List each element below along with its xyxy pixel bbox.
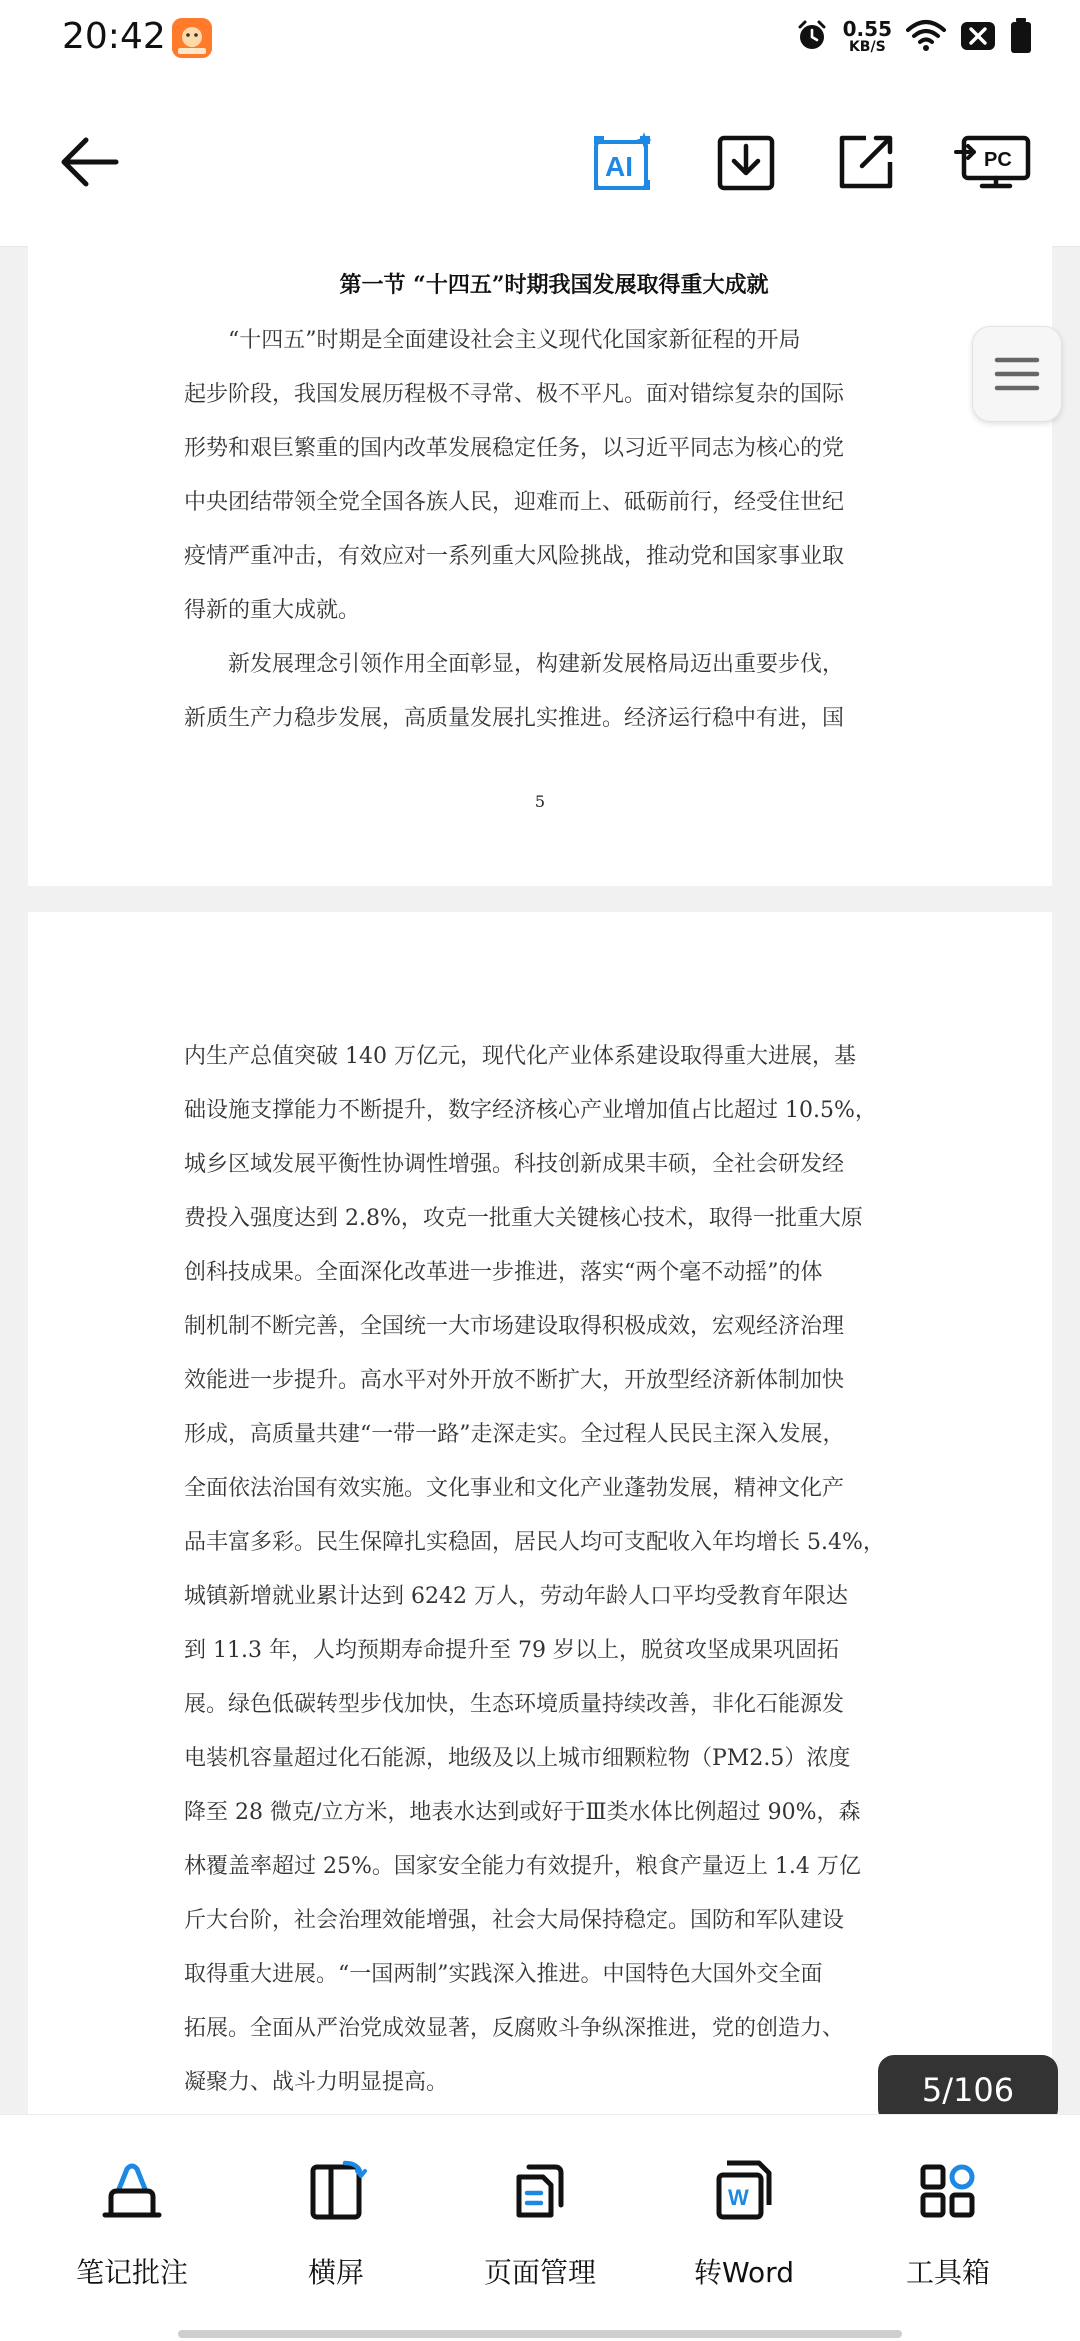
- word-icon: [713, 2159, 775, 2221]
- page-number: 5: [534, 792, 546, 811]
- ai-icon: [590, 130, 654, 194]
- landscape-button[interactable]: [246, 2155, 426, 2291]
- toolbox-icon: [917, 2159, 979, 2221]
- ai-label: AI: [605, 151, 633, 182]
- top-toolbar: [0, 80, 1080, 247]
- convert-word-label: 转Word: [694, 2256, 794, 2289]
- svg-text:W: W: [728, 2185, 749, 2210]
- net-speed-unit: KB/S: [848, 39, 886, 55]
- text-line: 新发展理念引领作用全面彰显，构建新发展格局迈出重要步伐，: [228, 652, 845, 677]
- menu-icon: [993, 354, 1041, 394]
- bottom-toolbar: [0, 2114, 1080, 2341]
- pages-icon: [509, 2159, 571, 2221]
- annotate-button[interactable]: [42, 2155, 222, 2291]
- page-management-label: 页面管理: [483, 2256, 596, 2289]
- floating-menu-button[interactable]: [972, 326, 1062, 422]
- net-speed: [842, 17, 892, 56]
- text-line: 降至 28 微克/立方米，地表水达到或好于Ⅲ类水体比例超过 90%，森: [184, 1800, 861, 1825]
- pc-icon: [954, 130, 1034, 194]
- back-arrow-icon: [60, 136, 120, 188]
- text-line: 础设施支撑能力不断提升，数字经济核心产业增加值占比超过 10.5%，: [184, 1098, 877, 1123]
- send-to-pc-button[interactable]: [954, 126, 1034, 198]
- text-line: 费投入强度达到 2.8%，攻克一批重大关键核心技术，取得一批重大原: [184, 1206, 863, 1231]
- page-text: [184, 314, 924, 746]
- status-bar: [0, 0, 1080, 80]
- text-line: 到 11.3 年，人均预期寿命提升至 79 岁以上，脱贫攻坚成果巩固拓: [184, 1638, 839, 1663]
- page-indicator: 5/106: [878, 2055, 1058, 2125]
- status-time: 20:42: [62, 16, 166, 57]
- text-line: 电装机容量超过化石能源，地级及以上城市细颗粒物（PM2.5）浓度: [184, 1746, 851, 1771]
- document-page: [28, 246, 1052, 886]
- text-line: 中央团结带领全党全国各族人民，迎难而上、砥砺前行，经受住世纪: [184, 490, 845, 515]
- net-speed-value: 0.55: [842, 17, 892, 41]
- page-management-button[interactable]: [450, 2155, 630, 2291]
- text-line: 拓展。全面从严治党成效显著，反腐败斗争纵深推进，党的创造力、: [184, 2016, 845, 2041]
- text-line: 品丰富多彩。民生保障扎实稳固，居民人均可支配收入年均增长 5.4%，: [184, 1530, 885, 1555]
- text-line: 形成，高质量共建“一带一路”走深走实。全过程人民民主深入发展，: [184, 1422, 845, 1447]
- sim-off-icon: [960, 21, 996, 55]
- text-line: 新质生产力稳步发展，高质量发展扎实推进。经济运行稳中有进，国: [184, 706, 845, 731]
- text-line: 城乡区域发展平衡性协调性增强。科技创新成果丰硕，全社会研发经: [184, 1152, 845, 1177]
- page-text: [184, 1030, 924, 2164]
- convert-word-button[interactable]: [654, 2155, 834, 2291]
- text-line: 制机制不断完善，全国统一大市场建设取得积极成效，宏观经济治理: [184, 1314, 845, 1339]
- gesture-navigation-bar[interactable]: [178, 2330, 902, 2338]
- document-viewer[interactable]: [0, 246, 1080, 2114]
- rotate-icon: [305, 2159, 367, 2221]
- ai-assistant-button[interactable]: [586, 126, 658, 198]
- text-line: 展。绿色低碳转型步伐加快，生态环境质量持续改善，非化石能源发: [184, 1692, 845, 1717]
- battery-icon: [1010, 18, 1032, 58]
- text-line: “十四五”时期是全面建设社会主义现代化国家新征程的开局: [228, 328, 801, 353]
- text-line: 效能进一步提升。高水平对外开放不断扩大，开放型经济新体制加快: [184, 1368, 845, 1393]
- download-button[interactable]: [710, 126, 782, 198]
- landscape-label: 横屏: [307, 2256, 364, 2289]
- share-icon: [836, 132, 896, 192]
- text-line: 城镇新增就业累计达到 6242 万人，劳动年龄人口平均受教育年限达: [184, 1584, 848, 1609]
- text-line: 起步阶段，我国发展历程极不寻常、极不平凡。面对错综复杂的国际: [184, 382, 845, 407]
- wifi-icon: [906, 20, 946, 56]
- text-line: 斤大台阶，社会治理效能增强，社会大局保持稳定。国防和军队建设: [184, 1908, 845, 1933]
- document-page: [28, 912, 1052, 2212]
- toolbox-label: 工具箱: [905, 2256, 990, 2289]
- text-line: 凝聚力、战斗力明显提高。: [184, 2070, 449, 2095]
- annotate-icon: [101, 2159, 163, 2221]
- text-line: 全面依法治国有效实施。文化事业和文化产业蓬勃发展，精神文化产: [184, 1476, 845, 1501]
- text-line: 创科技成果。全面深化改革进一步推进，落实“两个毫不动摇”的体: [184, 1260, 823, 1285]
- back-button[interactable]: [54, 126, 126, 198]
- section-title: 第一节 “十四五”时期我国发展取得重大成就: [339, 272, 769, 298]
- app-notification-icon: [172, 18, 212, 58]
- toolbox-button[interactable]: [858, 2155, 1038, 2291]
- share-button[interactable]: [830, 126, 902, 198]
- text-line: 取得重大进展。“一国两制”实践深入推进。中国特色大国外交全面: [184, 1962, 823, 1987]
- alarm-icon: [795, 19, 829, 57]
- text-line: 内生产总值突破 140 万亿元，现代化产业体系建设取得重大进展，基: [184, 1044, 856, 1069]
- pc-label: PC: [984, 149, 1012, 171]
- annotate-label: 笔记批注: [75, 2256, 188, 2289]
- text-line: 林覆盖率超过 25%。国家安全能力有效提升，粮食产量迈上 1.4 万亿: [184, 1854, 861, 1879]
- text-line: 得新的重大成就。: [184, 598, 361, 623]
- download-icon: [716, 132, 776, 192]
- text-line: 形势和艰巨繁重的国内改革发展稳定任务，以习近平同志为核心的党: [184, 436, 845, 461]
- text-line: 疫情严重冲击，有效应对一系列重大风险挑战，推动党和国家事业取: [184, 544, 845, 569]
